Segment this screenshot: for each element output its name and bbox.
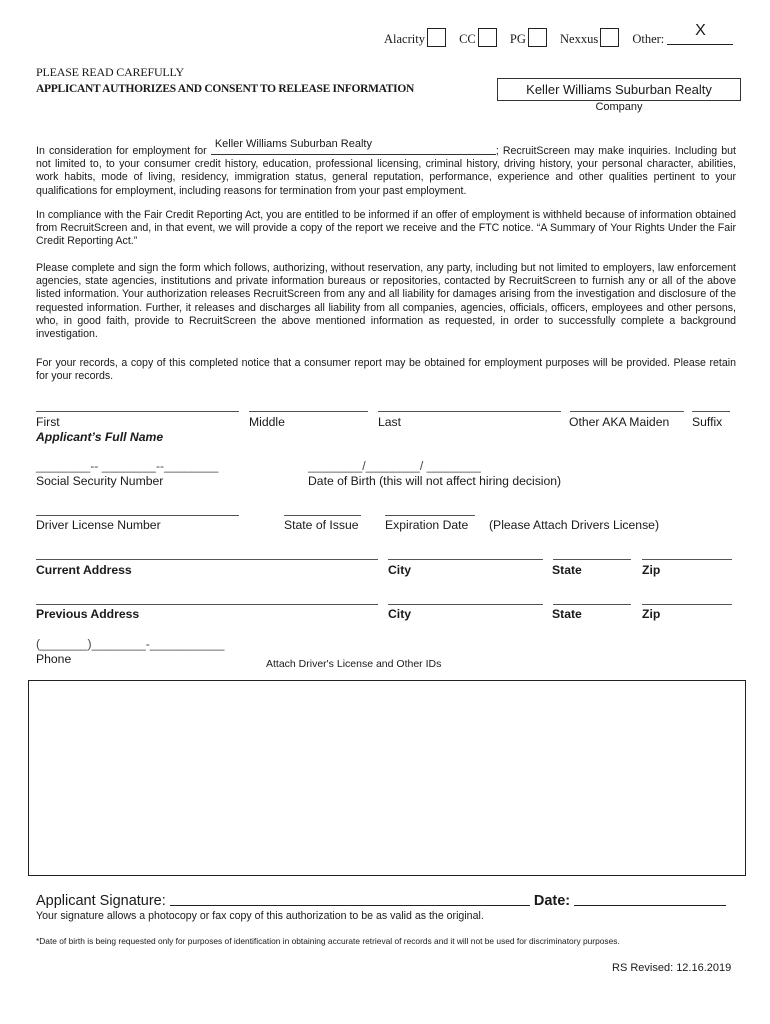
previous-state-line[interactable] (553, 604, 631, 605)
employer-fill-value: Keller Williams Suburban Realty (214, 138, 372, 150)
previous-zip-label: Zip (642, 607, 661, 621)
current-zip-label: Zip (642, 563, 661, 577)
pg-checkbox[interactable] (528, 28, 547, 47)
form-title: APPLICANT AUTHORIZES AND CONSENT TO RELEASE INFORMATION (36, 83, 414, 95)
phone-field[interactable]: (_______)________-___________ (36, 637, 225, 651)
previous-city-line[interactable] (388, 604, 543, 605)
please-read-heading: PLEASE READ CAREFULLY (36, 65, 184, 79)
pg-label: PG (509, 32, 526, 46)
other-field[interactable] (667, 22, 733, 45)
dob-footnote: *Date of birth is being requested only for purposes of identification in obtaining accurate retrieval of records and it will not be used for discriminatory purposes. (36, 936, 620, 946)
other-label: Other: (632, 32, 665, 46)
signature-label: Applicant Signature: (36, 893, 166, 909)
alacrity-checkbox[interactable] (427, 28, 446, 47)
dob-field[interactable]: ________/________/ ________ (308, 459, 481, 473)
employer-fill-field[interactable] (211, 138, 496, 155)
revision-note: RS Revised: 12.16.2019 (612, 962, 732, 974)
expiration-line[interactable] (385, 515, 475, 516)
previous-city-label: City (388, 607, 412, 621)
last-label: Last (378, 415, 402, 429)
first-label: First (36, 415, 60, 429)
cc-label: CC (459, 32, 476, 46)
phone-label: Phone (36, 652, 72, 666)
expiration-label: Expiration Date (385, 518, 469, 532)
suffix-label: Suffix (692, 415, 723, 429)
id-attachment-area[interactable] (28, 680, 746, 876)
state-issue-label: State of Issue (284, 518, 359, 532)
signature-line[interactable] (170, 893, 530, 906)
previous-address-label: Previous Address (36, 607, 140, 621)
first-name-line[interactable] (36, 411, 239, 412)
records-paragraph: For your records, a copy of this completed notice that a consumer report may be obtained for employment purposes will be provided. Please retain for your records. (36, 357, 736, 383)
fcra-paragraph: In compliance with the Fair Credit Reporting Act, you are entitled to be informed if an offer of employment is withheld because of information obtained from RecruitScreen and, in that event, we will provide a copy of the report we receive and the FTC notice. “A Summary of Your Rights Under the Fair Credit Reporting Act.” (36, 209, 736, 248)
attach-license-note: (Please Attach Drivers License) (489, 518, 660, 532)
date-label: Date: (533, 893, 571, 909)
current-city-line[interactable] (388, 559, 543, 560)
nexxus-checkbox[interactable] (600, 28, 619, 47)
previous-zip-line[interactable] (642, 604, 732, 605)
alacrity-label: Alacrity (384, 32, 425, 46)
current-state-label: State (552, 563, 582, 577)
previous-state-label: State (552, 607, 582, 621)
dob-label: Date of Birth (this will not affect hiring decision) (308, 474, 562, 488)
service-checkboxes (384, 22, 733, 47)
consideration-paragraph (36, 138, 736, 198)
aka-line[interactable] (570, 411, 684, 412)
ssn-label: Social Security Number (36, 474, 164, 488)
cc-checkbox[interactable] (478, 28, 497, 47)
last-name-line[interactable] (378, 411, 561, 412)
dl-number-line[interactable] (36, 515, 239, 516)
nexxus-label: Nexxus (560, 32, 599, 46)
signature-row (36, 893, 726, 909)
suffix-line[interactable] (692, 411, 730, 412)
ssn-field[interactable]: ________-- ________--________ (36, 459, 219, 473)
p1-rest: ; RecruitScreen may make inquiries. Including but not limited to, to your consumer credit history, education, professional licensing, criminal history, driving history, your personal character, abilities, work habits, mode of living, residency, immigration status, general reputation, performance, experience and other qualities pertinent to your qualifications for employment, including reasons for termination from your past employment. (36, 145, 736, 197)
full-name-caption: Applicant’s Full Name (36, 430, 164, 444)
signature-note: Your signature allows a photocopy or fax copy of this authorization to be as valid as the original. (36, 910, 484, 922)
company-field[interactable]: Keller Williams Suburban Realty (497, 78, 741, 101)
p1-start: In consideration for employment for (36, 145, 207, 157)
current-state-line[interactable] (553, 559, 631, 560)
authorization-paragraph: Please complete and sign the form which follows, authorizing, without reservation, any party, including but not limited to employers, law enforcement agencies, state agencies, institutions and private information bureaus or repositories, contacted by RecruitScreen to furnish any or all of the above listed information. Your authorization releases RecruitScreen from any and all liability for damages arising from the investigation and disclosure of the requested information. Further, it releases and discharges all liability from all companies, agencies, officials, officers, employees and other persons, who, in good faith, provide to RecruitScreen the above mentioned information as requested, in order to successfully complete a background investigation. (36, 262, 736, 341)
previous-address-line[interactable] (36, 604, 378, 605)
current-address-line[interactable] (36, 559, 378, 560)
middle-label: Middle (249, 415, 285, 429)
attach-ids-caption: Attach Driver's License and Other IDs (266, 658, 442, 670)
date-line[interactable] (574, 893, 726, 906)
current-address-label: Current Address (36, 563, 132, 577)
other-value: X (695, 22, 706, 39)
other-aka-label: Other AKA Maiden (569, 415, 670, 429)
current-zip-line[interactable] (642, 559, 732, 560)
state-issue-line[interactable] (284, 515, 361, 516)
dl-number-label: Driver License Number (36, 518, 161, 532)
middle-name-line[interactable] (249, 411, 368, 412)
current-city-label: City (388, 563, 412, 577)
company-caption: Company (595, 101, 643, 113)
